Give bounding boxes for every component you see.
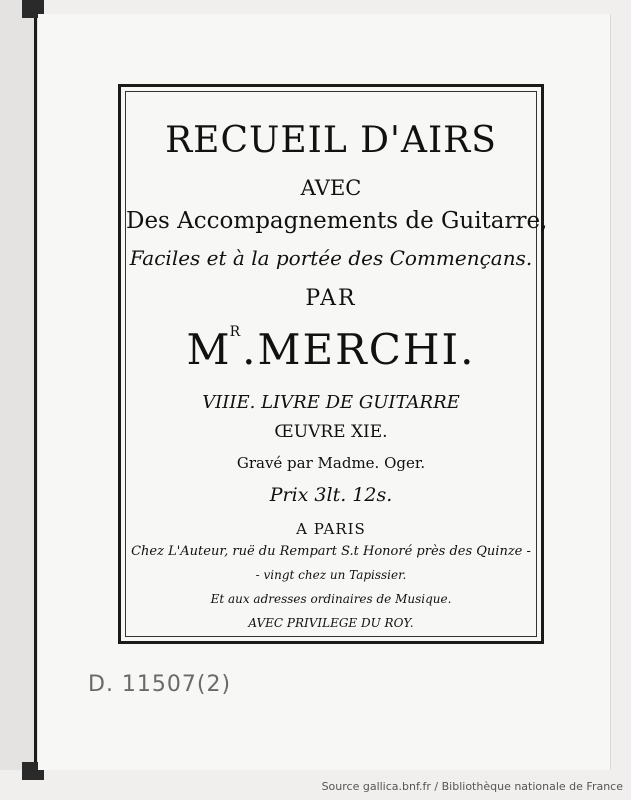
place-paris: A PARIS <box>296 520 366 538</box>
shelfmark-stamp: D. 11507(2) <box>88 672 232 697</box>
royal-privilege: AVEC PRIVILEGE DU ROY. <box>248 616 414 630</box>
source-credit: Source gallica.bnf.fr / Bibliothèque nationale de France <box>321 780 623 793</box>
title-frame <box>118 84 548 644</box>
publisher-address-1: Chez L'Auteur, ruë du Rempart S.t Honoré près des Quinze - <box>131 544 531 559</box>
price: Prix 3lt. 12s. <box>269 484 393 506</box>
publisher-address-2: - vingt chez un Tapissier. <box>255 568 407 582</box>
author-sup: R <box>229 324 243 340</box>
spine-edge <box>34 0 37 770</box>
author-prefix: M <box>186 325 232 374</box>
author-name <box>126 324 536 374</box>
subtitle-easy: Faciles et à la portée des Commençans. <box>129 246 533 270</box>
subtitle-accompaniments: Des Accompagnements de Guitarre, <box>126 208 548 234</box>
other-addresses: Et aux adresses ordinaires de Musique. <box>210 592 452 606</box>
engraver-credit: Gravé par Madme. Oger. <box>236 454 426 472</box>
main-title: RECUEIL D'AIRS <box>165 120 497 161</box>
book-number: VIIIE. LIVRE DE GUITARRE <box>202 392 460 413</box>
author-surname: .MERCHI. <box>242 325 476 374</box>
book-spine <box>0 0 38 770</box>
opus-number: ŒUVRE XIE. <box>274 422 388 442</box>
title-avec: AVEC <box>300 176 362 200</box>
title-frame-inner <box>125 91 548 637</box>
title-par: PAR <box>305 286 357 311</box>
